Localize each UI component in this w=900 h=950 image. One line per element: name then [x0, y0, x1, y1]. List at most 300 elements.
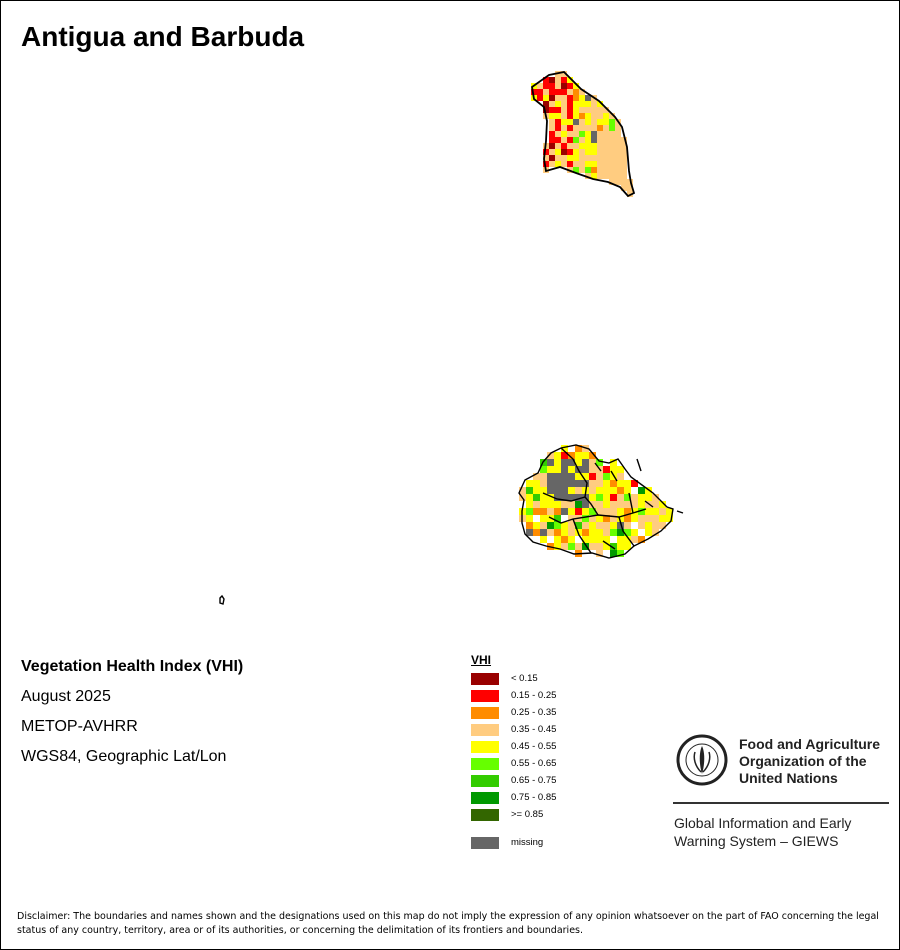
vhi-cell [567, 101, 573, 107]
vhi-cell [603, 529, 610, 536]
legend-swatch [471, 724, 499, 736]
vhi-cell [609, 161, 615, 167]
vhi-cell [547, 522, 554, 529]
vhi-cell [596, 501, 603, 508]
antigua-vhi-grid [519, 445, 673, 557]
vhi-cell [547, 480, 554, 487]
vhi-cell [540, 515, 547, 522]
vhi-cell [526, 529, 533, 536]
vhi-cell [561, 155, 567, 161]
vhi-cell [561, 149, 567, 155]
vhi-cell [579, 107, 585, 113]
vhi-cell [567, 107, 573, 113]
vhi-cell [575, 508, 582, 515]
vhi-cell [645, 529, 652, 536]
vhi-cell [561, 119, 567, 125]
vhi-cell [561, 101, 567, 107]
vhi-cell [591, 107, 597, 113]
vhi-cell [652, 515, 659, 522]
vhi-cell [617, 543, 624, 550]
vhi-cell [609, 119, 615, 125]
vhi-cell [579, 131, 585, 137]
vhi-cell [561, 77, 567, 83]
vhi-cell [597, 125, 603, 131]
vhi-cell [645, 515, 652, 522]
legend-label: < 0.15 [511, 673, 538, 684]
vhi-cell [603, 161, 609, 167]
fao-name-line-2: Organization of the [739, 753, 867, 769]
vhi-cell [621, 173, 627, 179]
vhi-cell [645, 494, 652, 501]
legend-swatch [471, 809, 499, 821]
vhi-cell [621, 179, 627, 185]
vhi-cell [603, 155, 609, 161]
vhi-cell [617, 473, 624, 480]
vhi-cell [567, 83, 573, 89]
vhi-cell [567, 161, 573, 167]
vhi-cell [589, 536, 596, 543]
vhi-cell [561, 536, 568, 543]
vhi-cell [631, 494, 638, 501]
vhi-cell [555, 101, 561, 107]
vhi-cell [579, 167, 585, 173]
vhi-cell [624, 501, 631, 508]
vhi-cell [603, 494, 610, 501]
vhi-cell [609, 125, 615, 131]
vhi-cell [603, 473, 610, 480]
vhi-cell [579, 155, 585, 161]
vhi-cell [596, 522, 603, 529]
vhi-cell [555, 83, 561, 89]
vhi-cell [537, 89, 543, 95]
vhi-cell [631, 529, 638, 536]
vhi-cell [589, 494, 596, 501]
vhi-cell [568, 480, 575, 487]
vhi-cell [615, 131, 621, 137]
vhi-cell [596, 543, 603, 550]
vhi-cell [561, 89, 567, 95]
vhi-cell [549, 113, 555, 119]
vhi-cell [603, 137, 609, 143]
vhi-cell [561, 137, 567, 143]
vhi-cell [555, 155, 561, 161]
vhi-cell [554, 480, 561, 487]
vhi-cell [561, 508, 568, 515]
vhi-cell [610, 487, 617, 494]
vhi-cell [609, 167, 615, 173]
vhi-cell [645, 508, 652, 515]
vhi-cell [603, 173, 609, 179]
vhi-cell [596, 487, 603, 494]
vhi-cell [573, 119, 579, 125]
vhi-cell [609, 173, 615, 179]
legend-label: 0.35 - 0.45 [511, 724, 557, 735]
vhi-cell [533, 522, 540, 529]
legend-label: missing [511, 837, 544, 848]
vhi-cell [540, 536, 547, 543]
vhi-cell [567, 143, 573, 149]
index-name: Vegetation Health Index (VHI) [21, 658, 244, 675]
legend-label: 0.65 - 0.75 [511, 775, 557, 786]
legend-swatch [471, 775, 499, 787]
redonda-outline [220, 596, 224, 604]
vhi-cell [603, 480, 610, 487]
legend-swatch [471, 758, 499, 770]
vhi-cell [582, 452, 589, 459]
vhi-cell [533, 501, 540, 508]
vhi-cell [621, 161, 627, 167]
vhi-cell [526, 508, 533, 515]
vhi-cell [549, 77, 555, 83]
vhi-cell [591, 143, 597, 149]
vhi-cell [533, 480, 540, 487]
vhi-cell [597, 167, 603, 173]
vhi-cell [568, 508, 575, 515]
vhi-cell [526, 494, 533, 501]
vhi-cell [596, 536, 603, 543]
vhi-cell [554, 536, 561, 543]
vhi-cell [561, 161, 567, 167]
vhi-cell [610, 494, 617, 501]
legend-swatch [471, 837, 499, 849]
vhi-cell [617, 480, 624, 487]
vhi-cell [582, 459, 589, 466]
vhi-cell [585, 119, 591, 125]
vhi-cell [555, 119, 561, 125]
vhi-cell [591, 149, 597, 155]
vhi-cell [554, 508, 561, 515]
vhi-cell [573, 155, 579, 161]
vhi-cell [561, 480, 568, 487]
vhi-cell [582, 501, 589, 508]
vhi-cell [549, 101, 555, 107]
vhi-cell [561, 501, 568, 508]
vhi-cell [609, 155, 615, 161]
vhi-cell [589, 529, 596, 536]
vhi-cell [555, 137, 561, 143]
vhi-cell [596, 473, 603, 480]
vhi-cell [603, 167, 609, 173]
vhi-cell [555, 89, 561, 95]
vhi-cell [603, 522, 610, 529]
vhi-cell [549, 149, 555, 155]
vhi-cell [579, 137, 585, 143]
sensor: METOP-AVHRR [21, 718, 138, 735]
vhi-cell [652, 501, 659, 508]
vhi-cell [597, 149, 603, 155]
vhi-cell [543, 83, 549, 89]
vhi-cell [547, 473, 554, 480]
vhi-cell [543, 95, 549, 101]
vhi-cell [597, 131, 603, 137]
vhi-cell [603, 149, 609, 155]
vhi-cell [609, 149, 615, 155]
vhi-cell [575, 501, 582, 508]
vhi-cell [603, 125, 609, 131]
vhi-cell [554, 466, 561, 473]
vhi-cell [582, 508, 589, 515]
vhi-cell [591, 161, 597, 167]
vhi-cell [555, 143, 561, 149]
legend-title: VHI [471, 653, 492, 667]
legend-label: 0.55 - 0.65 [511, 758, 557, 769]
vhi-cell [554, 529, 561, 536]
vhi-cell [589, 543, 596, 550]
vhi-cell [617, 487, 624, 494]
period: August 2025 [21, 688, 111, 705]
vhi-cell [585, 155, 591, 161]
vhi-cell [568, 473, 575, 480]
vhi-cell [573, 149, 579, 155]
vhi-cell [547, 501, 554, 508]
vhi-cell [561, 459, 568, 466]
legend-swatch [471, 792, 499, 804]
vhi-cell [555, 149, 561, 155]
vhi-cell [597, 107, 603, 113]
vhi-cell [597, 119, 603, 125]
vhi-cell [579, 125, 585, 131]
vhi-cell [540, 508, 547, 515]
vhi-cell [591, 113, 597, 119]
vhi-cell [568, 543, 575, 550]
vhi-cell [589, 522, 596, 529]
vhi-cell [617, 501, 624, 508]
vhi-cell [624, 522, 631, 529]
vhi-cell [615, 149, 621, 155]
vhi-cell [575, 452, 582, 459]
vhi-cell [547, 529, 554, 536]
vhi-cell [579, 149, 585, 155]
vhi-cell [526, 480, 533, 487]
vhi-cell [555, 107, 561, 113]
vhi-cell [540, 473, 547, 480]
vhi-cell [549, 125, 555, 131]
vhi-cell [585, 167, 591, 173]
vhi-cell [652, 522, 659, 529]
vhi-cell [568, 529, 575, 536]
legend-swatch [471, 690, 499, 702]
vhi-cell [573, 161, 579, 167]
vhi-cell [585, 143, 591, 149]
vhi-cell [567, 119, 573, 125]
vhi-cell [621, 155, 627, 161]
fao-name-line-3: United Nations [739, 770, 838, 786]
vhi-cell [567, 155, 573, 161]
vhi-cell [617, 536, 624, 543]
vhi-cell [567, 95, 573, 101]
vhi-cell [585, 107, 591, 113]
vhi-cell [573, 89, 579, 95]
vhi-cell [549, 143, 555, 149]
vhi-cell [615, 155, 621, 161]
vhi-cell [597, 161, 603, 167]
vhi-cell [554, 501, 561, 508]
vhi-cell [533, 529, 540, 536]
vhi-cell [638, 487, 645, 494]
vhi-cell [549, 107, 555, 113]
vhi-cell [540, 480, 547, 487]
vhi-cell [554, 473, 561, 480]
vhi-cell [638, 501, 645, 508]
vhi-cell [638, 522, 645, 529]
vhi-cell [568, 487, 575, 494]
legend-swatch [471, 707, 499, 719]
vhi-cell [554, 487, 561, 494]
legend-label: 0.15 - 0.25 [511, 690, 557, 701]
vhi-cell [621, 167, 627, 173]
vhi-cell [585, 131, 591, 137]
vhi-cell [585, 161, 591, 167]
vhi-cell [624, 487, 631, 494]
vhi-cell [610, 508, 617, 515]
vhi-cell [585, 125, 591, 131]
vhi-cell [631, 536, 638, 543]
vhi-cell [615, 173, 621, 179]
vhi-cell [603, 508, 610, 515]
legend-label: >= 0.85 [511, 809, 544, 820]
vhi-cell [617, 508, 624, 515]
vhi-cell [597, 143, 603, 149]
vhi-cell [543, 89, 549, 95]
vhi-cell [609, 143, 615, 149]
vhi-cell [573, 137, 579, 143]
vhi-cell [603, 119, 609, 125]
vhi-cell [567, 113, 573, 119]
vhi-cell [582, 522, 589, 529]
vhi-cell [621, 149, 627, 155]
vhi-cell [591, 119, 597, 125]
map-title: Antigua and Barbuda [21, 21, 305, 52]
projection: WGS84, Geographic Lat/Lon [21, 748, 227, 765]
vhi-cell [547, 466, 554, 473]
vhi-cell [533, 508, 540, 515]
vhi-cell [591, 101, 597, 107]
giews-line-2: Warning System – GIEWS [674, 833, 839, 849]
vhi-cell [549, 83, 555, 89]
vhi-cell [579, 119, 585, 125]
vhi-cell [615, 125, 621, 131]
vhi-cell [573, 95, 579, 101]
vhi-cell [540, 494, 547, 501]
vhi-cell [603, 131, 609, 137]
vhi-cell [610, 522, 617, 529]
vhi-cell [589, 473, 596, 480]
vhi-cell [597, 137, 603, 143]
vhi-cell [568, 501, 575, 508]
vhi-cell [638, 494, 645, 501]
legend-label: 0.75 - 0.85 [511, 792, 557, 803]
vhi-cell [603, 113, 609, 119]
vhi-cell [561, 543, 568, 550]
vhi-cell [624, 480, 631, 487]
vhi-cell [561, 473, 568, 480]
vhi-cell [591, 137, 597, 143]
vhi-cell [561, 83, 567, 89]
vhi-cell [589, 459, 596, 466]
vhi-cell [526, 487, 533, 494]
vhi-cell [554, 452, 561, 459]
vhi-cell [597, 113, 603, 119]
fao-name-line-1: Food and Agriculture [739, 736, 881, 752]
vhi-cell [549, 137, 555, 143]
vhi-cell [540, 529, 547, 536]
vhi-cell [555, 95, 561, 101]
vhi-cell [596, 494, 603, 501]
vhi-cell [624, 515, 631, 522]
vhi-cell [555, 125, 561, 131]
vhi-cell [615, 161, 621, 167]
vhi-cell [589, 466, 596, 473]
fao-divider [673, 802, 889, 804]
vhi-cell [591, 167, 597, 173]
vhi-cell [567, 131, 573, 137]
vhi-cell [573, 113, 579, 119]
vhi-cell [582, 466, 589, 473]
vhi-cell [645, 522, 652, 529]
vhi-cell [573, 131, 579, 137]
vhi-cell [526, 515, 533, 522]
vhi-cell [561, 113, 567, 119]
vhi-cell [596, 529, 603, 536]
vhi-cell [589, 480, 596, 487]
vhi-cell [561, 125, 567, 131]
vhi-cell [659, 515, 666, 522]
vhi-cell [591, 131, 597, 137]
vhi-cell [567, 149, 573, 155]
vhi-cell [549, 89, 555, 95]
vhi-cell [610, 529, 617, 536]
legend-label: 0.45 - 0.55 [511, 741, 557, 752]
vhi-cell [597, 155, 603, 161]
vhi-cell [526, 522, 533, 529]
vhi-cell [603, 501, 610, 508]
vhi-cell [597, 173, 603, 179]
vhi-cell [547, 459, 554, 466]
vhi-cell [573, 101, 579, 107]
vhi-cell [652, 508, 659, 515]
vhi-cell [579, 143, 585, 149]
vhi-cell [589, 487, 596, 494]
vhi-cell [555, 77, 561, 83]
vhi-cell [609, 131, 615, 137]
vhi-cell [585, 101, 591, 107]
vhi-cell [568, 536, 575, 543]
vhi-cell [567, 137, 573, 143]
disclaimer: Disclaimer: The boundaries and names shown and the designations used on this map do not imply the expression of any opinion whatsoever on the part of FAO concerning the legal status of any country, territory, area or of its authorities, or concerning the delimitation of its frontiers and boundaries. [17, 911, 879, 936]
vhi-cell [561, 487, 568, 494]
legend-swatch [471, 673, 499, 685]
vhi-cell [596, 480, 603, 487]
vhi-cell [549, 155, 555, 161]
vhi-cell [603, 487, 610, 494]
vhi-cell [659, 508, 666, 515]
vhi-cell [579, 161, 585, 167]
vhi-cell [537, 95, 543, 101]
vhi-cell [585, 113, 591, 119]
vhi-cell [603, 466, 610, 473]
vhi-cell [561, 529, 568, 536]
legend-label: 0.25 - 0.35 [511, 707, 557, 718]
vhi-cell [533, 494, 540, 501]
vhi-cell [568, 466, 575, 473]
vhi-cell [575, 543, 582, 550]
vhi-cell [549, 95, 555, 101]
vhi-cell [617, 494, 624, 501]
map-canvas [1, 1, 899, 949]
vhi-cell [554, 459, 561, 466]
vhi-cell [561, 95, 567, 101]
vhi-cell [561, 107, 567, 113]
